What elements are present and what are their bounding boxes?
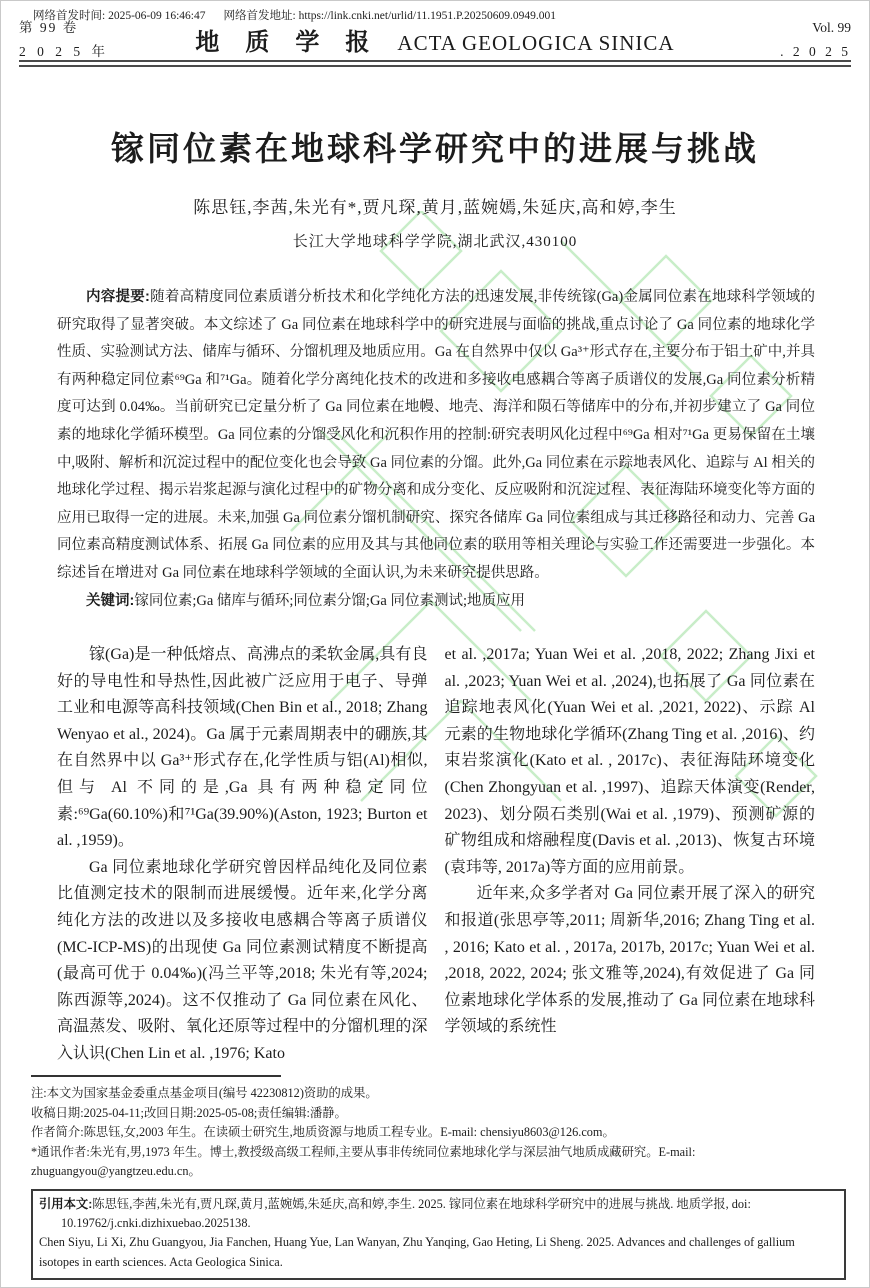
footnote-dates: 收稿日期:2025-04-11;改回日期:2025-05-08;责任编辑:潘静。 <box>31 1105 347 1120</box>
body-paragraph: 近年来,众多学者对 Ga 同位素开展了深入的研究和报道(张思亭等,2011; 周新华,2016; Zhang Ting et al. , 2016; Kato et al. , 2017a, 2017b, 2017c; Yuan Wei et al. ,2018, 2022, 2024; 张文雅等,2024),有效促进了 Ga 同位素地球化学体系的发展,推动了 Ga 同位素在地球科学领域的系统性 <box>444 885 815 1036</box>
abstract-text: 随着高精度同位素质谱分析技术和化学纯化方法的迅速发展,非传统镓(Ga)金属同位素在地球科学领域的研究取得了显著突破。本文综述了 Ga 同位素在地球科学中的研究进展与面临的挑战,重点讨论了 Ga 同位素的地球化学性质、实验测试方法、储库与循环、分馏机理及地质应用。Ga 在自然界中仅以 Ga³⁺形式存在,主要分布于铝土矿中,并具有两种稳定同位素⁶⁹Ga 和⁷¹Ga。随着化学分离纯化技术的改进和多接收电感耦合等离子质谱仪的发展,Ga 同位素分析精度可达到 0.04‰。当前研究已定量分析了 Ga 同位素在地幔、地壳、海洋和陨石等储库中的分布,并初步建立了 Ga 同位素的地球化学循环模型。Ga 同位素的分馏受风化和沉积作用的控制:研究表明风化过程中⁶⁹Ga 相对⁷¹Ga 更易保留在土壤中,吸附、解析和沉淀过程中的配位变化也会导致 Ga 同位素的分馏。此外,Ga 同位素在示踪地表风化、追踪与 Al 相关的地球化学过程、揭示岩浆起源与演化过程中的矿物分离和成分变化、反应吸附和沉淀过程、表征海陆环境变化等方面的应用已取得一定的进展。未来,加强 Ga 同位素分馏机制研究、探究各储库 Ga 同位素组成与其迁移路径和动力、完善 Ga 同位素高精度测试体系、拓展 Ga 同位素的应用及其与其他同位素的联用等相关理论与实验工作还需要进一步强化。本综述旨在增进对 Ga 同位素在地球科学领域的全面认识,为未来研究提供思路。 <box>57 289 815 581</box>
body-columns <box>57 642 815 1068</box>
volume-cn: 第 99 卷 <box>19 20 79 35</box>
footnote-corresponding-author: *通讯作者:朱光有,男,1973 年生。博士,教授级高级工程师,主要从事非传统同位素地球化学与深层油气地质成藏研究。E-mail: zhuguangyou@yangtzeu.edu.cn。 <box>31 1144 696 1179</box>
publish-time: 网络首发时间: 2025-06-09 16:46:47 <box>33 10 206 22</box>
journal-title-en: ACTA GEOLOGICA SINICA <box>397 31 675 55</box>
citation-label: 引用本文: <box>39 1196 93 1211</box>
body-paragraph: 镓(Ga)是一种低熔点、高沸点的柔软金属,具有良好的导电性和导热性,因此被广泛应用于电子、导弹工业和电源等高科技领域(Chen Bin et al., 2018; Zhang Wenyao et al., 2024)。Ga 属于元素周期表中的硼族,其在自然界中以 Ga³⁺形式存在,化学性质与铝(Al)相似,但与 Al 不同的是,Ga 具有两种稳定同位素:⁶⁹Ga(60.10%)和⁷¹Ga(39.90%)(Aston, 1923; Burton et al. ,1959)。 <box>57 646 428 850</box>
journal-title-cn: 地 质 学 报 <box>195 30 380 56</box>
keywords-line <box>57 588 815 616</box>
masthead-left <box>19 18 149 62</box>
citation-cn-text: 陈思钰,李茜,朱光有,贾凡琛,黄月,蓝婉嫣,朱延庆,高和婷,李生. 2025. 镓同位素在地球科学研究中的进展与挑战. 地质学报, doi: 10.19762/j.cnki.dizhixuebao.2025138. <box>61 1196 751 1231</box>
footnote-author-bio: 作者简介:陈思钰,女,2003 年生。在读硕士研究生,地质资源与地质工程专业。E-mail: chensiyu8603@126.com。 <box>31 1125 615 1140</box>
volume-en: Vol. 99 <box>812 20 851 35</box>
abstract-section <box>57 284 815 615</box>
citation-box <box>31 1189 846 1280</box>
footnote-funding: 注:本文为国家基金委重点基金项目(编号 42230812)资助的成果。 <box>31 1086 378 1100</box>
abstract-paragraph <box>57 284 815 588</box>
left-column <box>57 642 428 1068</box>
page-footer <box>31 1075 846 1280</box>
paper-title: 镓同位素在地球科学研究中的进展与挑战 <box>111 130 759 167</box>
citation-en: Chen Siyu, Li Xi, Zhu Guangyou, Jia Fanchen, Huang Yue, Lan Wanyan, Zhu Yanqing, Gao Heting, Li Sheng. 2025. Advances and challenges of gallium isotopes in earth sciences. Acta Geologica Sinica. <box>39 1235 795 1269</box>
keywords-label: 关键词: <box>86 592 135 609</box>
author-list: 陈思钰,李茜,朱光有*,贾凡琛,黄月,蓝婉嫣,朱延庆,高和婷,李生 <box>193 198 677 217</box>
header-double-rule <box>19 60 851 67</box>
body-paragraph: Ga 同位素地球化学研究曾因样品纯化及同位素比值测定技术的限制而进展缓慢。近年来,化学分离纯化方法的改进以及多接收电感耦合等离子质谱仪(MC-ICP-MS)的出现使 Ga 同位素测试精度不断提高(最高可优于 0.04‰)(冯兰平等,2018; 朱光有等,2024; 陈西源等,2024)。这不仅推动了 Ga 同位素在风化、高温蒸发、吸附、氧化还原等过程中的分馏机理的深入认识(Chen Lin et al. ,1976; Kato <box>57 858 428 1062</box>
masthead-right <box>721 18 851 62</box>
right-column <box>445 642 816 1068</box>
masthead-center <box>149 18 721 57</box>
publish-address: 网络首发地址: https://link.cnki.net/urlid/11.1951.P.20250609.0949.001 <box>223 10 556 22</box>
year-cn: 2 0 2 5 年 <box>19 44 109 59</box>
journal-masthead <box>19 18 851 62</box>
affiliation: 长江大学地球科学学院,湖北武汉,430100 <box>292 234 578 250</box>
year-en: . 2 0 2 5 <box>780 44 851 59</box>
body-paragraph: et al. ,2017a; Yuan Wei et al. ,2018, 2022; Zhang Jixi et al. ,2023; Yuan Wei et al. ,2024),也拓展了 Ga 同位素在追踪地表风化(Yuan Wei et al. ,2021, 2022)、示踪 Al 元素的生物地球化学循环(Zhang Ting et al. ,2016)、约束岩浆演化(Kato et al. , 2017c)、表征海陆环境变化(Chen Zhongyuan et al. ,1997)、追踪天体演变(Render, 2023)、划分陨石类别(Wai et al. ,1979)、预测矿源的矿物组成和熔融程度(Davis et al. ,2013)、恢复古环境(袁玮等, 2017a)等方面的应用前景。 <box>444 646 815 876</box>
abstract-label: 内容提要: <box>86 289 150 305</box>
keywords-text: 镓同位素;Ga 储库与循环;同位素分馏;Ga 同位素测试;地质应用 <box>134 592 526 609</box>
citation-cn <box>39 1195 836 1233</box>
footnote-rule <box>31 1075 281 1077</box>
